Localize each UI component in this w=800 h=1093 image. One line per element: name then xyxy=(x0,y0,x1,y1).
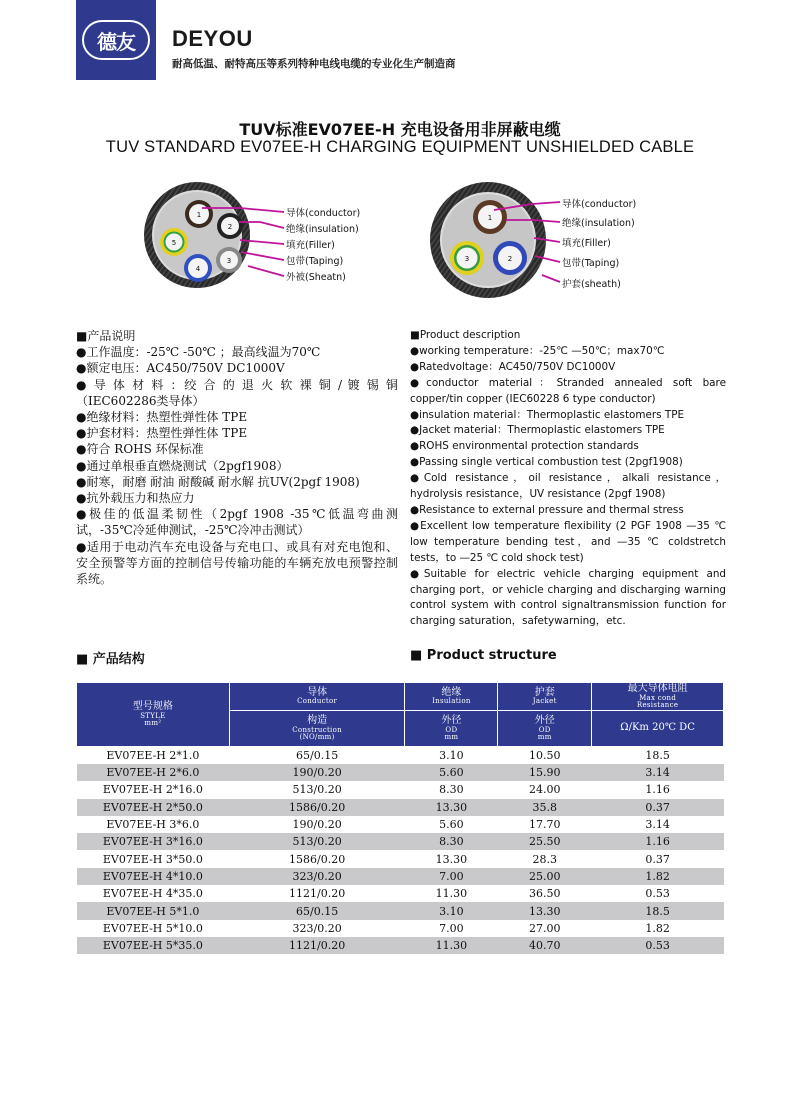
desc-en-line: ●Suitable for electric vehicle charging equipment and charging port，or vehicle charging and discharging warning control system with control signaltransmission function for charging saturation，safetywarning，etc. xyxy=(410,567,726,628)
table-row xyxy=(77,764,724,781)
header-insulation-en: Insulation xyxy=(432,697,471,706)
desc-cn-line: ●符合 ROHS 环保标准 xyxy=(76,442,204,457)
header-resistance-en2: Resistance xyxy=(636,700,679,709)
desc-cn-line: ●额定电压：AC450/750V DC1000V xyxy=(76,361,285,376)
cell-resistance: 1.16 xyxy=(592,781,724,798)
cell-jacket-od: 28.3 xyxy=(498,850,592,867)
cell-resistance: 3.14 xyxy=(592,764,724,781)
desc-en-line: ●Excellent low temperature flexibility (2 PGF 1908 —35 ℃ low temperature bending test，and —35 ℃ coldstretch tests，to —25 ℃ cold shock test) xyxy=(410,519,726,564)
header-jacket xyxy=(498,683,592,711)
cell-insulation-od: 8.30 xyxy=(405,833,498,850)
label-insulation: 绝缘(insulation) xyxy=(286,224,359,235)
section-title-structure-en: ■ Product structure xyxy=(410,648,557,663)
desc-cn-line: ●护套材料：热塑性弹性体 TPE xyxy=(76,426,248,441)
cell-construction: 190/0.20 xyxy=(229,764,405,781)
label-sheath: 外被(Sheatn) xyxy=(286,272,346,283)
header-insulation-cn: 绝缘 xyxy=(441,686,462,698)
header-jacket-od xyxy=(498,711,592,747)
header-construction-en: Construction xyxy=(292,725,342,734)
cell-jacket-od: 17.70 xyxy=(498,816,592,833)
header-resistance xyxy=(592,683,724,711)
cell-insulation-od: 8.30 xyxy=(405,781,498,798)
cell-resistance: 1.82 xyxy=(592,868,724,885)
header-jacket-en: Jacket xyxy=(532,697,557,706)
cell-style: EV07EE-H 3*50.0 xyxy=(77,850,230,867)
header-style xyxy=(77,683,230,747)
core-5-number: 5 xyxy=(171,239,177,247)
desc-en-line: ●Jacket material：Thermoplastic elastomers TPE xyxy=(410,424,665,437)
cell-insulation-od: 13.30 xyxy=(405,799,498,816)
cell-resistance: 18.5 xyxy=(592,747,724,764)
desc-en-line: ●Resistance to external pressure and thermal stress xyxy=(410,503,684,516)
label-taping: 包带(Taping) xyxy=(562,258,620,269)
cell-jacket-od: 24.00 xyxy=(498,781,592,798)
cell-construction: 1121/0.20 xyxy=(229,937,405,954)
cell-style: EV07EE-H 5*35.0 xyxy=(77,937,230,954)
page-title-en: TUV STANDARD EV07EE-H CHARGING EQUIPMENT UNSHIELDED CABLE xyxy=(105,138,695,156)
cell-style: EV07EE-H 5*1.0 xyxy=(77,902,230,919)
header-resistance-cn: 最大导体电阻 xyxy=(627,683,688,694)
cell-construction: 65/0.15 xyxy=(229,747,405,764)
cell-construction: 190/0.20 xyxy=(229,816,405,833)
leader-sheath xyxy=(542,275,560,282)
label-sheath: 护套(sheath) xyxy=(562,279,621,290)
cell-jacket-od: 10.50 xyxy=(498,747,592,764)
cell-jacket-od: 15.90 xyxy=(498,764,592,781)
header-conductor-cn: 导体 xyxy=(307,686,328,698)
desc-en-line: ●insulation material：Thermoplastic elastomers TPE xyxy=(410,408,685,421)
cell-insulation-od: 3.10 xyxy=(405,747,498,764)
table-row xyxy=(77,920,724,937)
header-style-en: STYLE xyxy=(140,711,166,720)
table-row xyxy=(77,850,724,867)
logo-text: 德友 xyxy=(82,20,150,60)
desc-cn-line: ●极佳的低温柔韧性（2pgf 1908 -35℃低温弯曲测试，-35℃冷延伸测试，-25℃冷冲击测试） xyxy=(76,507,398,538)
header-construction-unit: (NO/mm) xyxy=(299,732,335,741)
cell-resistance: 1.16 xyxy=(592,833,724,850)
desc-cn-line: ●抗外载压力和热应力 xyxy=(76,491,195,506)
table-row xyxy=(77,937,724,954)
cell-insulation-od: 11.30 xyxy=(405,937,498,954)
leader-taping xyxy=(241,252,284,260)
header-construction-cn: 构造 xyxy=(307,715,328,727)
company-logo xyxy=(76,0,156,80)
cell-style: EV07EE-H 4*10.0 xyxy=(77,868,230,885)
header-od2-cn: 外径 xyxy=(534,715,555,727)
table-row xyxy=(77,799,724,816)
header-jacket-cn: 护套 xyxy=(534,686,555,698)
table-row xyxy=(77,747,724,764)
cell-resistance: 0.37 xyxy=(592,799,724,816)
desc-en-line: ●working temperature：-25℃ —50℃；max70℃ xyxy=(410,344,665,357)
header-construction xyxy=(229,711,405,747)
table-row xyxy=(77,781,724,798)
header-resistance-unit-text: Ω/Km 20℃ DC xyxy=(620,722,695,734)
cell-jacket-od: 13.30 xyxy=(498,902,592,919)
header-od-en: OD xyxy=(445,725,458,734)
desc-en-line: ●conductor material：Stranded annealed soft bare copper/tin copper (IEC60228 6 type conductor) xyxy=(410,376,726,405)
cell-insulation-od: 5.60 xyxy=(405,816,498,833)
cable-diagram-3-core xyxy=(422,180,662,300)
desc-cn-line: ●绝缘材料：热塑性弹性体 TPE xyxy=(76,410,248,425)
desc-cn-line: ●耐寒，耐磨 耐油 耐酸碱 耐水解 抗UV(2pgf 1908) xyxy=(76,474,360,489)
cell-style: EV07EE-H 3*16.0 xyxy=(77,833,230,850)
core-3-number: 3 xyxy=(226,257,232,265)
cell-construction: 323/0.20 xyxy=(229,868,405,885)
core-4-number: 4 xyxy=(195,265,201,273)
header-od-cn: 外径 xyxy=(441,715,462,727)
cell-style: EV07EE-H 5*10.0 xyxy=(77,920,230,937)
cell-resistance: 0.53 xyxy=(592,937,724,954)
label-conductor: 导体(conductor) xyxy=(562,199,637,210)
cell-style: EV07EE-H 2*50.0 xyxy=(77,799,230,816)
cell-jacket-od: 25.50 xyxy=(498,833,592,850)
brand-tagline: 耐高低温、耐特高压等系列特种电线电缆的专业化生产制造商 xyxy=(172,58,456,70)
cell-insulation-od: 7.00 xyxy=(405,920,498,937)
table-row xyxy=(77,833,724,850)
desc-en-line: ●Ratedvoltage：AC450/750V DC1000V xyxy=(410,360,616,373)
core-1-number: 1 xyxy=(196,211,202,219)
header-style-unit: mm² xyxy=(144,718,162,727)
cell-resistance: 0.53 xyxy=(592,885,724,902)
desc-cn-line: ●适用于电动汽车充电设备与充电口、或具有对充电饱和、安全预警等方面的控制信号传输功能的车辆充放电预警控制系统。 xyxy=(76,539,398,587)
table-row xyxy=(77,868,724,885)
desc-cn-line: ●通过单根垂直燃烧测试（2pgf1908） xyxy=(76,458,289,473)
desc-cn-line: ● 导 体 材 料 ：绞 合 的 退 火 软 裸 铜 / 镀 锡 铜（IEC602286类导体） xyxy=(76,377,398,408)
core-1-number: 1 xyxy=(487,214,493,222)
cell-style: EV07EE-H 2*6.0 xyxy=(77,764,230,781)
cell-construction: 513/0.20 xyxy=(229,833,405,850)
label-insulation: 绝缘(insulation) xyxy=(562,218,635,229)
section-title-structure-cn: ■ 产品结构 xyxy=(76,652,145,667)
brand-name: DEYOU xyxy=(172,26,253,51)
header-od2-en: OD xyxy=(538,725,551,734)
product-structure-table xyxy=(76,682,724,954)
cell-resistance: 3.14 xyxy=(592,816,724,833)
label-filler: 填充(Filler) xyxy=(562,238,611,249)
core-2-number: 2 xyxy=(227,223,233,231)
label-taping: 包带(Taping) xyxy=(286,256,344,267)
page-title-cn: TUV标准EV07EE-H 充电设备用非屏蔽电缆 xyxy=(239,120,561,139)
desc-en-line: ●Cold resistance，oil resistance，alkali resistance，hydrolysis resistance，UV resistance (2pgf 1908) xyxy=(410,472,726,501)
header-resistance-en1: Max cond xyxy=(639,693,677,702)
cell-insulation-od: 5.60 xyxy=(405,764,498,781)
description-cn xyxy=(76,328,398,587)
leader-sheath xyxy=(248,266,284,276)
cell-construction: 513/0.20 xyxy=(229,781,405,798)
desc-cn-line: ■产品说明 xyxy=(76,329,136,343)
cell-insulation-od: 3.10 xyxy=(405,902,498,919)
cell-construction: 1121/0.20 xyxy=(229,885,405,902)
cell-construction: 65/0.15 xyxy=(229,902,405,919)
cell-construction: 323/0.20 xyxy=(229,920,405,937)
header-conductor-en: Conductor xyxy=(297,697,338,706)
header-od-unit: mm xyxy=(444,732,459,741)
description-en xyxy=(410,328,726,630)
cell-style: EV07EE-H 4*35.0 xyxy=(77,885,230,902)
cell-resistance: 1.82 xyxy=(592,920,724,937)
cell-insulation-od: 11.30 xyxy=(405,885,498,902)
table-row xyxy=(77,816,724,833)
label-filler: 填充(Filler) xyxy=(286,240,335,251)
desc-en-line: ●Passing single vertical combustion test (2pgf1908) xyxy=(410,456,683,469)
desc-en-line: ■Product description xyxy=(410,329,521,341)
cell-jacket-od: 40.70 xyxy=(498,937,592,954)
label-conductor: 导体(conductor) xyxy=(286,208,361,219)
header-resistance-unit xyxy=(592,711,724,747)
cell-style: EV07EE-H 2*1.0 xyxy=(77,747,230,764)
cable-diagram-5-core xyxy=(140,180,380,295)
header-od2-unit: mm xyxy=(537,732,552,741)
cell-jacket-od: 35.8 xyxy=(498,799,592,816)
core-3-number: 3 xyxy=(464,255,470,263)
cell-jacket-od: 27.00 xyxy=(498,920,592,937)
table-row xyxy=(77,902,724,919)
desc-en-line: ●ROHS environmental protection standards xyxy=(410,440,639,453)
cell-style: EV07EE-H 2*16.0 xyxy=(77,781,230,798)
header-insulation-od xyxy=(405,711,498,747)
cell-resistance: 18.5 xyxy=(592,902,724,919)
cell-resistance: 0.37 xyxy=(592,850,724,867)
cell-insulation-od: 13.30 xyxy=(405,850,498,867)
header-insulation xyxy=(405,683,498,711)
cell-construction: 1586/0.20 xyxy=(229,799,405,816)
core-2-number: 2 xyxy=(507,255,513,263)
cell-jacket-od: 25.00 xyxy=(498,868,592,885)
cell-jacket-od: 36.50 xyxy=(498,885,592,902)
cell-insulation-od: 7.00 xyxy=(405,868,498,885)
header-style-cn: 型号规格 xyxy=(132,701,173,712)
header-conductor xyxy=(229,683,405,711)
cell-style: EV07EE-H 3*6.0 xyxy=(77,816,230,833)
cell-construction: 1586/0.20 xyxy=(229,850,405,867)
table-row xyxy=(77,885,724,902)
desc-cn-line: ●工作温度：-25℃ -50℃ ；最高线温为70℃ xyxy=(76,345,321,360)
